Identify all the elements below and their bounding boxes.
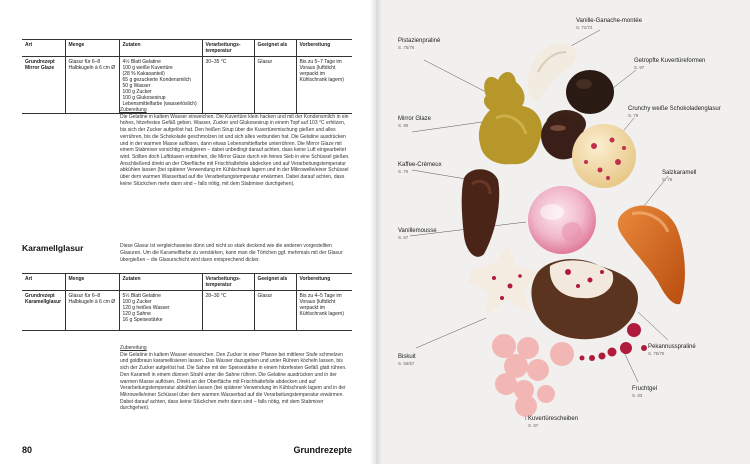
col-header-zutaten: Zutaten [119,274,202,291]
cell-vorbereitung: Bis zu 5–7 Tage im Voraus (luftdicht verpackt im Kühlschrank lagern) [296,57,352,114]
label-pistazienpraline: Pistazienpraliné S. 75/76 [398,38,441,50]
section-title-karamellglasur: Karamellglasur [22,243,84,253]
col-header-zutaten: Zutaten [119,40,202,57]
col-header-geeignet: Geeignet als [254,40,296,57]
col-header-art: Art [22,274,65,291]
label-salzkaramell: Salzkaramell S. 76 [662,170,697,182]
col-header-art: Art [22,40,65,57]
recipe-table-karamellglasur [22,273,352,331]
cell-menge: Glasur für 6–8 Halbkugeln à 6 cm Ø [65,57,119,114]
cell-menge: Glasur für 6–8 Halbkugeln à 6 cm Ø [65,291,119,331]
preparation-text: Die Gelatine in kaltem Wasser einweichen. Die Kuvertüre klein hacken und mit der Kondensmilch in ein hohes, hitzefestes Gefäß geben. Wasser, Zucker und Glukosesirup in einem Topf auf 103 °C erhitzen, bis sich der Zucker aufgelöst hat. Den heißen Sirup über die Kuvertüremischung gießen und alles verrühren, bis die Schokolade geschmolzen ist und sich alles verbunden hat. Die Gelatine ausdrücken und in der warmen Masse auflösen, dann etwas Lebensmittelfarbe unterrühren. Die Mirror Glaze mit einem Stabmixer vorsichtig emulgieren – dabei unbedingt darauf achten, dass keine Luft eingearbeitet wird. Sollten doch Luftblasen entstehen, die Mirror Glaze durch ein feines Sieb in eine Schüssel gießen. Anschließend direkt an der Oberfläche mit Frischhaltefolie abdecken und auf Verarbeitungstemperatur abkühlen lassen (bei späterer Verwendung im Kühlschrank lagern und in der Mikrowelle/einer Schüssel über dem warmen Wasserbad auf die Verarbeitungstemperatur erwärmen. Dabei darauf achten, dass keine Stückchen mehr dann sind – falls nötig, mit dem Stabmixer durchgehen). [120,113,350,187]
label-mirror-glaze: Mirror Glaze S. 80 [398,116,432,128]
crunchy-white-chocolate-shape [572,124,636,188]
table-row [22,291,352,331]
cell-geeignet: Glasur [254,291,296,331]
book-gutter [370,0,382,464]
label-vanillemousse: Vanillemousse S. 67 [398,228,437,240]
cell-art: Grundrezept Mirror Glaze [22,57,65,114]
pecan-praline-shape [531,259,638,339]
table-row [22,57,352,114]
preparation-heading: Zubereitung [120,345,147,351]
recipe-table-mirror-glaze [22,39,352,114]
cell-geeignet: Glasur [254,57,296,114]
col-header-menge: Menge [65,274,119,291]
running-head: Grundrezepte [293,445,352,455]
section-intro: Diese Glasur ist vergleichsweise dünn und nicht so stark deckend wie die anderen vorgestellten Glasuren. Um die Karamellfarbe zu verstärken, kann man die Törtchen ggf. mehrmals mit der Glasur übergießen – die Glasurschicht wird dann entsprechend dicker. [120,243,343,263]
col-header-temperatur: Verarbeitungs- temperatur [202,40,254,57]
col-header-vorbereitung: Vorbereitung [296,274,352,291]
col-header-vorbereitung: Vorbereitung [296,40,352,57]
chocolate-discs [492,334,574,417]
cell-vorbereitung: Bis zu 4–5 Tage im Voraus (luftdicht verpackt im Kühlschrank lagern) [296,291,352,331]
coffee-cremeux-shape [462,169,500,257]
cell-zutaten: 4½ Blatt Gelatine 100 g weiße Kuvertüre (28 % Kakaoanteil) 65 g gezuckerte Kondensmilch 50 g Wasser 100 g Zucker 100 g Glukosesirup Lebensmittelfarbe (wasserlöslich) [119,57,202,114]
col-header-temperatur: Verarbeitungs- temperatur [202,274,254,291]
preparation-karamellglasur [120,345,352,412]
label-kuvertuereformen: Getropfte Kuvertüreformen S. 97 [634,58,706,70]
table-header-row [22,274,352,291]
preparation-heading: Zubereitung [120,107,147,113]
label-kaffee-cremeux: Kaffee-Crémeux S. 70 [398,162,442,174]
label-kuvertuerescheiben: Kuvertürescheiben S. 87 [528,416,579,428]
preparation-mirror-glaze [120,107,352,187]
cell-zutaten: 5½ Blatt Gelatine 100 g Zucker 120 g heißes Wasser 120 g Sahne 16 g Speisestärke [119,291,202,331]
cell-temperatur: 30–35 °C [202,57,254,114]
table-header-row [22,40,352,57]
label-biskuit: Biskuit S. 56/57 [398,354,416,366]
label-pekannusspraline: Pekannusspraliné S. 75/76 [648,344,696,356]
right-page [376,0,750,464]
col-header-menge: Menge [65,40,119,57]
page-number: 80 [22,445,33,455]
vanilla-mousse-shape [528,186,596,254]
label-crunchy-glasur: Crunchy weiße Schokoladenglasur S. 79 [628,106,721,118]
label-fruchtgel: Fruchtgel S. 83 [632,386,658,398]
cell-art: Grundrezept Karamellglasur [22,291,65,331]
col-header-geeignet: Geeignet als [254,274,296,291]
preparation-text: Die Gelatine in kaltem Wasser einweichen. Den Zucker in einer Pfanne bei mittlerer Stufe schmelzen und goldbraun karamellisieren lassen. Das Wasser dazugeben und unter Rühren köcheln lassen, bis sich der Zucker aufgelöst hat. Die Sahne mit der Speisestärke in einem hitzefesten Gefäß glatt rühren. Den Karamell in einem dünnen Strahl unter die Sahne rühren. Die Gelatine ausdrücken und in der warmen Masse auflösen. Direkt an der Oberfläche mit Frischhaltefolie abdecken und auf Verarbeitungstemperatur abkühlen lassen (bei späterer Verwendung im Kühlschrank lagern und in der Mikrowelle/einer Schüssel über dem warmen Wasserbad auf die Verarbeitungstemperatur erwärmen. Dabei darauf achten, dass keine Stückchen mehr dann sind – falls nötig, mit dem Stabmixer durchgehen). [120,351,347,412]
cell-temperatur: 28–30 °C [202,291,254,331]
label-vanille-ganache: Vanille-Ganache-montée S. 71/72 [576,18,642,30]
